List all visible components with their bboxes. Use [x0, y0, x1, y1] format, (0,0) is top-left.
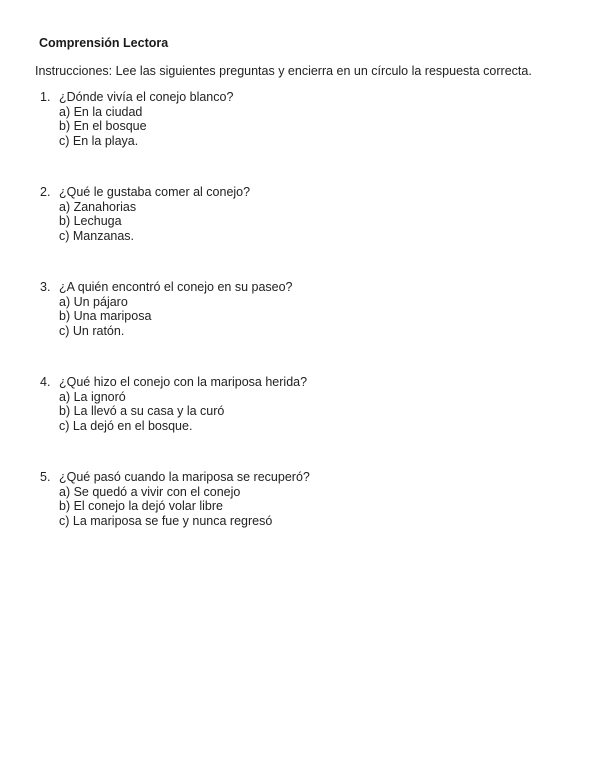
answer-option-b: b) Una mariposa — [59, 309, 152, 323]
question-text: ¿Qué le gustaba comer al conejo? — [59, 185, 251, 199]
answer-option-a: a) Zanahorias — [59, 199, 137, 214]
question-text: ¿A quién encontró el conejo en su paseo? — [59, 280, 293, 294]
instructions-text: Instrucciones: Lee las siguientes preguntas y encierra en un círculo la respuesta correcta. — [35, 64, 532, 78]
answer-option-a: a) Se quedó a vivir con el conejo — [59, 484, 241, 499]
question-4 — [40, 375, 307, 433]
question-text: ¿Dónde vivía el conejo blanco? — [59, 90, 234, 104]
question-1 — [40, 90, 233, 148]
question-text: ¿Qué pasó cuando la mariposa se recuperó? — [59, 470, 310, 484]
question-number: 5. — [40, 470, 51, 484]
document-title: Comprensión Lectora — [39, 36, 169, 50]
answer-option-c: c) Manzanas. — [59, 228, 135, 243]
answer-option-c: c) Un ratón. — [59, 323, 125, 338]
question-number: 2. — [40, 185, 51, 199]
answer-option-b: b) El conejo la dejó volar libre — [59, 499, 223, 513]
question-3 — [40, 280, 293, 338]
answer-option-b: b) Lechuga — [59, 214, 122, 228]
answer-option-c: c) La dejó en el bosque. — [59, 418, 193, 433]
question-text: ¿Qué hizo el conejo con la mariposa herida? — [59, 375, 308, 389]
question-number: 3. — [40, 280, 51, 294]
answer-option-c: c) La mariposa se fue y nunca regresó — [59, 513, 273, 528]
question-2 — [40, 185, 250, 243]
question-number: 4. — [40, 375, 51, 389]
answer-option-b: b) La llevó a su casa y la curó — [59, 404, 225, 418]
answer-option-c: c) En la playa. — [59, 133, 139, 148]
answer-option-b: b) En el bosque — [59, 119, 147, 133]
answer-option-a: a) Un pájaro — [59, 294, 128, 309]
question-5 — [40, 470, 310, 528]
answer-option-a: a) En la ciudad — [59, 104, 143, 119]
question-number: 1. — [40, 90, 51, 104]
answer-option-a: a) La ignoró — [59, 389, 126, 404]
